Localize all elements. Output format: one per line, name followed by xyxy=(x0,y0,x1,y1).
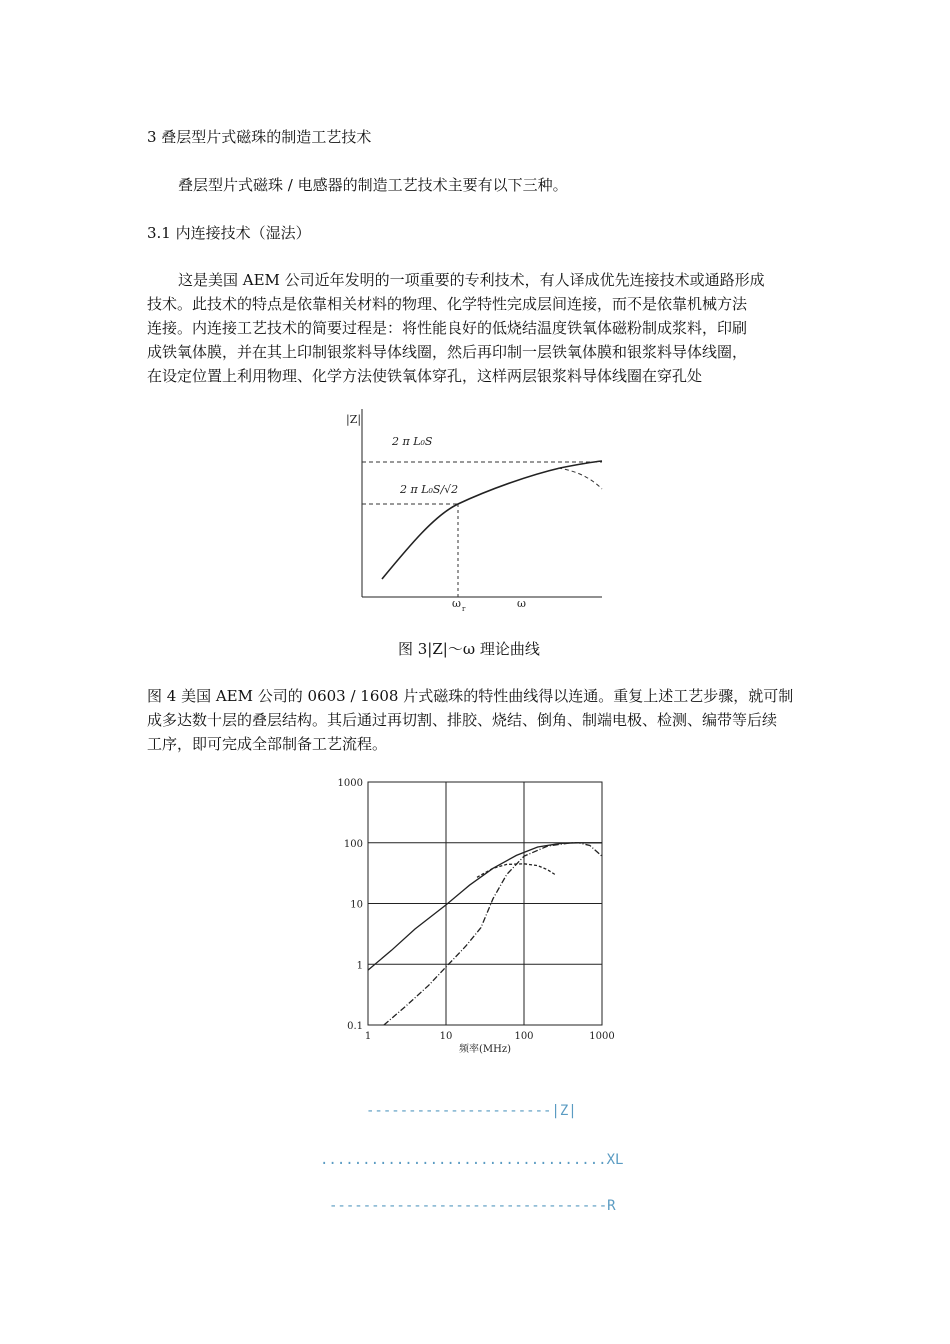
figure-4-chart xyxy=(332,770,632,1070)
paragraph-2 xyxy=(147,684,807,756)
paragraph-line: 图 4 美国 AEM 公司的 0603 / 1608 片式磁珠的特性曲线得以连通。重复上述工艺步骤，就可制 xyxy=(147,687,794,705)
intro-paragraph: 叠层型片式磁珠 / 电感器的制造工艺技术主要有以下三种。 xyxy=(178,176,568,194)
series-line-solid xyxy=(368,843,602,970)
figure-3-diagram xyxy=(340,405,610,615)
legend-z-line: ----------------------|Z| xyxy=(366,1103,577,1119)
fig3-falloff-curve xyxy=(558,468,602,489)
x-tick-label: 100 xyxy=(514,1031,534,1042)
paragraph-line: 成铁氧体膜，并在其上印制银浆料导体线圈，然后再印制一层铁氧体膜和银浆料导体线圈， xyxy=(147,343,748,361)
fig3-x-label-resonance-sub: r xyxy=(462,605,466,613)
x-tick-label: 1 xyxy=(364,1031,372,1042)
figure-3-caption: 图 3|Z|～ω 理论曲线 xyxy=(398,640,540,658)
x-tick-label: 10 xyxy=(439,1031,453,1042)
fig3-level-high-label: 2 π L₀S xyxy=(392,435,433,448)
subsection-heading: 3.1 内连接技术（湿法） xyxy=(147,224,311,242)
y-tick-label: 100 xyxy=(343,838,363,850)
y-tick-label: 0.1 xyxy=(347,1021,363,1032)
paragraph-line: 工序，即可完成全部制备工艺流程。 xyxy=(147,735,388,753)
fig3-x-label-resonance: ω xyxy=(452,597,461,610)
legend-r-line: ---------------------------------R xyxy=(329,1198,616,1214)
paragraph-line: 成多达数十层的叠层结构。其后通过再切割、排胶、烧结、倒角、制端电极、检测、编带等后续 xyxy=(147,711,778,729)
x-tick-label: 1000 xyxy=(589,1031,615,1042)
fig3-y-label: |Z| xyxy=(346,413,362,426)
x-axis-label: 频率(MHz) xyxy=(458,1044,512,1055)
fig3-z-curve xyxy=(382,461,602,579)
paragraph-line: 技术。此技术的特点是依靠相关材料的物理、化学特性完成层间连接，而不是依靠机械方法 xyxy=(147,295,748,313)
y-tick-label: 1 xyxy=(356,960,363,972)
series-line-dashed xyxy=(477,864,555,878)
chart-series-group xyxy=(368,843,602,1025)
fig3-x-label-axis: ω xyxy=(517,597,526,610)
series-line-dash-dot xyxy=(384,843,602,1025)
legend-xl-line: ..................................XL xyxy=(320,1152,624,1168)
paragraph-line: 在设定位置上利用物理、化学方法使铁氧体穿孔，这样两层银浆料导体线圈在穿孔处 xyxy=(147,367,703,385)
y-tick-label: 10 xyxy=(350,899,363,911)
chart-grid xyxy=(368,782,602,1025)
paragraph-line: 连接。内连接工艺技术的简要过程是：将性能良好的低烧结温度铁氧体磁粉制成浆料，印刷 xyxy=(147,319,748,337)
fig3-level-low-label: 2 π L₀S/√2 xyxy=(400,483,459,496)
paragraph-line: 这是美国 AEM 公司近年发明的一项重要的专利技术，有人译成优先连接技术或通路形成 xyxy=(178,271,765,289)
section-heading: 3 叠层型片式磁珠的制造工艺技术 xyxy=(147,128,372,146)
y-tick-label: 1000 xyxy=(337,778,363,789)
paragraph-1 xyxy=(147,268,807,388)
chart-ticks xyxy=(338,778,615,1042)
